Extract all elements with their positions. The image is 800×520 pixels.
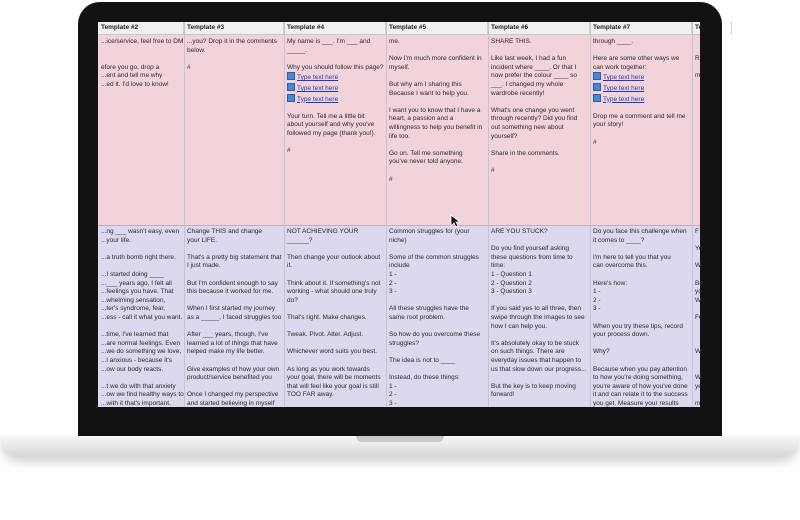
cell-text: The idea is not to ____ (389, 356, 456, 364)
spreadsheet-cell[interactable] (695, 38, 729, 223)
cell-spacer (389, 297, 485, 306)
cell-text (287, 83, 383, 94)
cell-spacer (695, 237, 729, 246)
cell-spacer (695, 133, 729, 142)
spreadsheet-cell[interactable] (389, 38, 485, 223)
cell-text: struggles? (389, 339, 419, 347)
column-header[interactable]: Te (692, 22, 732, 34)
cell-text: you've never told anyone. (389, 158, 463, 166)
cell-text: Because I want to help you. (389, 89, 469, 97)
cell-spacer (593, 104, 689, 113)
column-gridline (590, 22, 591, 407)
cell-text: ...ent and tell me why (101, 72, 163, 80)
column-gridline (488, 22, 489, 407)
cell-text: forward! (491, 391, 515, 399)
column-gridline (692, 22, 693, 407)
cell-text: ...whelming sensation, (101, 296, 166, 304)
cell-spacer (389, 47, 485, 56)
cell-spacer (101, 262, 181, 271)
cell-spacer (389, 98, 485, 107)
cell-spacer (695, 141, 729, 150)
cell-spacer (491, 47, 587, 56)
cell-spacer (491, 374, 587, 383)
cell-spacer (695, 98, 729, 107)
cell-spacer (491, 98, 587, 107)
cell-text: SHARE THIS. (491, 38, 532, 45)
cell-spacer (287, 139, 383, 148)
cell-spacer (389, 366, 485, 375)
cell-text: R (695, 55, 700, 63)
cell-text: Here are some other ways we (593, 55, 680, 63)
spreadsheet-cell[interactable] (593, 228, 689, 406)
cell-text: through recently? Did you find (491, 115, 578, 123)
cell-text: Do you find yourself asking (491, 245, 570, 253)
cell-spacer (695, 90, 729, 99)
cell-text: you're aware of how you've done (593, 382, 688, 390)
checkbox-icon (593, 72, 601, 80)
cell-text: 3 - (593, 305, 601, 313)
cell-text: me. (389, 38, 400, 45)
cell-text: ...with it that's important. (101, 399, 171, 407)
column-header[interactable]: Template #4 (284, 22, 386, 34)
cell-spacer (389, 167, 485, 176)
cell-text: m (695, 399, 701, 407)
cell-text: 1 - Question 1 (491, 270, 532, 278)
cell-text: When you try these tips, record (593, 322, 683, 330)
checkbox-icon (287, 72, 295, 80)
cell-text: Here's how: (593, 279, 628, 287)
cell-text: # (593, 138, 597, 146)
column-header[interactable]: Template #7 (590, 22, 692, 34)
column-header-row (98, 22, 703, 35)
spreadsheet-cell[interactable] (187, 38, 281, 223)
cell-text: ...ess - call it what you want. (101, 313, 183, 321)
cell-text: heart, a passion and a (389, 115, 454, 123)
cell-text (287, 94, 383, 105)
cell-spacer (101, 47, 181, 56)
cell-spacer (695, 357, 729, 366)
cell-spacer (389, 245, 485, 254)
cell-text: After ___ years, though, I've (187, 331, 269, 339)
cell-text: As long as you work towards (287, 365, 370, 373)
cell-text: ...you? Drop it in the comments (187, 38, 277, 45)
cell-text: Think about it. If something's not (287, 279, 381, 287)
type-text-link[interactable]: Type text here (297, 84, 339, 92)
cell-text: Change THIS and change (187, 228, 263, 235)
cell-text: wardrobe recently! (491, 89, 545, 97)
cell-text: I'm here to tell you that you (593, 253, 671, 261)
cell-spacer (287, 271, 383, 280)
type-text-link[interactable]: Type text here (297, 74, 339, 82)
cell-text: ...ow our body reacts. (101, 365, 164, 373)
cell-text: you get. Measure your results (593, 399, 679, 407)
spreadsheet-cell[interactable] (101, 228, 184, 407)
cell-text: 3 - (389, 399, 397, 407)
cell-text: time: (491, 262, 506, 270)
cell-text: I just made. (187, 262, 221, 270)
cell-spacer (491, 158, 587, 167)
cell-spacer (101, 55, 181, 64)
cell-text: Like last week, I had a fun (491, 55, 567, 63)
cell-spacer (187, 245, 281, 254)
cell-text: same root problem. (389, 313, 445, 321)
laptop-screen (98, 22, 703, 407)
cell-text: Tweak. Pivot. Alter. Adjust. (287, 331, 364, 339)
checkbox-icon (287, 94, 295, 102)
cell-spacer (287, 55, 383, 64)
cell-text: helped make my life better. (187, 348, 265, 356)
cell-text: product/service benefited you (187, 374, 272, 382)
cell-text (593, 94, 689, 105)
cell-spacer (287, 305, 383, 314)
cell-text: us that slow down our progress... (491, 365, 587, 373)
cell-text: It's absolutely okay to be stuck (491, 339, 579, 347)
cell-text: ...a truth bomb right there. (101, 253, 176, 261)
cell-text: about yourself and why you've (287, 121, 375, 129)
cell-text: 2 - (389, 391, 397, 399)
cell-text: on such things. There are (491, 348, 565, 356)
cell-text: out something new about (491, 123, 564, 131)
cell-spacer (695, 254, 729, 263)
type-text-link[interactable]: Type text here (297, 95, 339, 103)
cell-text: through ____. (593, 38, 634, 45)
cell-text: That's right. Make changes. (287, 313, 367, 321)
cell-text: Fu (695, 313, 703, 321)
cell-text: yourself? (491, 132, 518, 140)
cell-text: Ye (695, 245, 703, 253)
cell-spacer (187, 271, 281, 280)
cell-text: ...time, I've learned that (101, 331, 169, 339)
cell-text: Common struggles for (your (389, 228, 470, 235)
cell-spacer (491, 297, 587, 306)
cell-spacer (101, 374, 181, 383)
cell-text: So how do you overcome these (389, 331, 481, 339)
cell-text: 1 - (389, 382, 397, 390)
cell-text: 2 - (593, 296, 601, 304)
spreadsheet-cell[interactable] (389, 228, 485, 406)
cell-text: 2 - Question 2 (491, 279, 532, 287)
cell-text: Share in the comments. (491, 149, 560, 157)
cell-text: everyday issues that happen to (491, 356, 581, 364)
spreadsheet-cell[interactable] (101, 38, 184, 223)
cell-text: ...your life. (101, 236, 131, 244)
cell-spacer (593, 357, 689, 366)
cell-spacer (593, 314, 689, 323)
cell-text: Why? (593, 348, 610, 356)
cell-text: ...t we do with that anxiety (101, 382, 176, 390)
row-divider (98, 225, 700, 226)
cell-text: do? (287, 296, 298, 304)
cell-text: My name is ___. I'm ___ and (287, 38, 371, 45)
cell-spacer (187, 55, 281, 64)
cell-text: Some of the common struggles (389, 253, 479, 261)
cell-text: Your turn. Tell me a little bit (287, 112, 365, 120)
cell-text: ...ed it. I'd love to know! (101, 80, 169, 88)
checkbox-icon (287, 83, 295, 91)
cell-text: learned a lot of things that have (187, 339, 278, 347)
cell-text: Wi (695, 348, 703, 356)
cell-text: Drop me a comment and tell me (593, 112, 686, 120)
spreadsheet-cell[interactable] (491, 228, 587, 406)
cell-text: # (389, 175, 393, 183)
cell-text: If you said yes to all three, then (491, 305, 581, 313)
spreadsheet-cell[interactable] (695, 228, 729, 406)
cell-spacer (593, 340, 689, 349)
cell-text: your story! (593, 121, 624, 129)
cell-text: Wi (695, 296, 703, 304)
cell-text: Then change your outlook about (287, 253, 381, 261)
cell-text: Because when you pay attention (593, 365, 687, 373)
cell-text: Why you should follow this page? (287, 63, 384, 71)
cell-text: 3 - (389, 288, 397, 296)
spreadsheet-cell[interactable] (187, 228, 281, 406)
cell-text: Be (695, 279, 703, 287)
cell-text: this because it worked for me. (187, 288, 274, 296)
column-header[interactable]: Template #6 (488, 22, 590, 34)
cell-text: F (695, 228, 699, 235)
cell-spacer (695, 271, 729, 280)
cell-text: # (491, 166, 495, 174)
cell-text: Whichever word suits you best. (287, 348, 377, 356)
spreadsheet-cell[interactable] (593, 38, 689, 223)
cell-text: your LIFE. (187, 236, 217, 244)
cell-text: and started believing in myself (187, 399, 275, 407)
cell-spacer (695, 366, 729, 375)
cell-spacer (287, 245, 383, 254)
cell-text (593, 72, 689, 83)
cell-text: efore you go, drop a (101, 63, 160, 71)
cell-spacer (695, 331, 729, 340)
cell-spacer (389, 141, 485, 150)
cell-text (593, 83, 689, 94)
cell-text: NOT ACHIEVING YOUR (287, 228, 359, 235)
cell-text: include (389, 262, 410, 270)
cell-text: ______? (287, 236, 313, 244)
cell-spacer (287, 357, 383, 366)
cell-text: All these struggles have the (389, 305, 469, 313)
cell-text: ...we do something we love, (101, 348, 182, 356)
cell-text: _____. (287, 46, 307, 54)
cell-text: ...ow we find healthy ways to (101, 391, 184, 399)
cell-spacer (187, 383, 281, 392)
cell-text: your goal, there will be moments (287, 374, 381, 382)
cell-spacer (491, 331, 587, 340)
cell-text: these questions from time to (491, 253, 573, 261)
type-text-link[interactable]: Type text here (603, 95, 645, 103)
cell-spacer (187, 323, 281, 332)
cell-spacer (695, 323, 729, 332)
cell-text: incident where ____. Or that I (491, 63, 577, 71)
checkbox-icon (593, 94, 601, 102)
column-gridline (284, 22, 285, 407)
laptop-notch (356, 436, 444, 442)
cell-text: What's one change you went (491, 106, 575, 114)
cell-text: ye (695, 382, 702, 390)
cell-spacer (287, 340, 383, 349)
spreadsheet-cell[interactable] (287, 228, 383, 406)
cell-text: working - what should one truly (287, 288, 377, 296)
cell-text: to how you're doing something, (593, 374, 683, 382)
cell-spacer (389, 348, 485, 357)
cell-spacer (389, 323, 485, 332)
cell-text: Wi (695, 374, 703, 382)
cell-text: 3 - Question 3 (491, 288, 532, 296)
cell-text: Give examples of how your own (187, 365, 280, 373)
cell-text: ARE YOU STUCK? (491, 228, 548, 235)
cell-text: myself. (389, 63, 410, 71)
cell-text: # (287, 147, 291, 155)
cell-text: ...feelings you have. That (101, 288, 174, 296)
cell-text: swipe through the images to see (491, 313, 585, 321)
cell-text: But I'm confident enough to say (187, 279, 278, 287)
cell-spacer (695, 47, 729, 56)
cell-text: life too. (389, 132, 410, 140)
cell-text: niche) (389, 236, 407, 244)
cell-text: how I can help you. (491, 322, 548, 330)
cell-text: it. (287, 262, 293, 270)
cell-text: Now I'm much more confident in (389, 55, 482, 63)
column-header[interactable]: Template #5 (386, 22, 488, 34)
cell-spacer (101, 245, 181, 254)
cell-text: willingness to help you benefit in (389, 123, 483, 131)
cell-spacer (593, 271, 689, 280)
cell-text: But the key is to keep moving (491, 382, 576, 390)
cell-text: that will feel like your goal is still (287, 382, 379, 390)
column-gridline (184, 22, 185, 407)
cell-text: That's a pretty big statement that (187, 253, 282, 261)
column-header[interactable]: Template #3 (184, 22, 284, 34)
checkbox-icon (593, 83, 601, 91)
cell-text: m (695, 72, 701, 80)
cell-text: When I first started my journey (187, 305, 276, 313)
cell-spacer (389, 72, 485, 81)
cell-text: 1 - (389, 270, 397, 278)
cell-text: now prefer the colour ____ so (491, 72, 577, 80)
column-header[interactable]: Template #2 (98, 22, 184, 34)
cell-spacer (491, 141, 587, 150)
cell-text: 1 - (593, 288, 601, 296)
spreadsheet (98, 22, 703, 407)
cell-text: But why am I sharing this (389, 80, 462, 88)
spreadsheet-cell[interactable] (287, 38, 383, 223)
cell-spacer (101, 323, 181, 332)
cell-text: followed my page (thank you!). (287, 129, 376, 137)
cell-spacer (695, 124, 729, 133)
cell-spacer (695, 64, 729, 73)
cell-text: your process down. (593, 331, 650, 339)
cell-spacer (593, 130, 689, 139)
column-gridline (386, 22, 387, 407)
cell-spacer (695, 305, 729, 314)
cell-spacer (287, 323, 383, 332)
cell-text: TOO FAR away. (287, 391, 334, 399)
cell-text: it comes to ____? (593, 236, 645, 244)
cell-text: ___. I changed my whole (491, 80, 564, 88)
cell-spacer (695, 115, 729, 124)
cell-text: can work together: (593, 63, 647, 71)
cell-text: Once I changed my perspective (187, 391, 279, 399)
cell-text: ...are normal feelings. Even (101, 339, 181, 347)
cell-spacer (695, 107, 729, 116)
cell-spacer (593, 245, 689, 254)
cell-spacer (695, 38, 729, 47)
cell-text: Wi (695, 262, 703, 270)
cell-text: yo (695, 288, 702, 296)
type-text-link[interactable]: Type text here (603, 74, 645, 82)
cell-text: ...l anxious - because it's (101, 356, 172, 364)
spreadsheet-cell[interactable] (491, 38, 587, 223)
cell-spacer (187, 357, 281, 366)
cell-text: # (187, 63, 191, 71)
cell-spacer (695, 340, 729, 349)
cell-spacer (593, 47, 689, 56)
cell-text: ...___ years ago, I felt all (101, 279, 172, 287)
cell-text: Do you face this challenge when (593, 228, 687, 235)
cell-text: as a _____, I faced struggles too (187, 313, 282, 321)
cell-spacer (491, 237, 587, 246)
cell-text: 2 - (389, 279, 397, 287)
cell-spacer (695, 81, 729, 90)
cell-spacer (187, 297, 281, 306)
cell-text: can overcome this. (593, 262, 648, 270)
cell-text: Instead, do these things: (389, 374, 460, 382)
cell-text: it and can relate it to the success (593, 391, 688, 399)
cell-spacer (287, 104, 383, 113)
cell-text: below. (187, 46, 206, 54)
cell-text (287, 72, 383, 83)
cell-text: ...I started doing ____ (101, 270, 164, 278)
cell-text: ...ice/service, feel free to DM (101, 38, 184, 45)
cell-text: ...ter's syndrome, fear, (101, 305, 166, 313)
cell-text: Go on. Tell me something (389, 149, 463, 157)
cell-text: I want you to know that I have a (389, 106, 481, 114)
cell-text: ...ng ___ wasn't easy, even (101, 228, 180, 235)
cell-spacer (695, 391, 729, 400)
type-text-link[interactable]: Type text here (603, 84, 645, 92)
